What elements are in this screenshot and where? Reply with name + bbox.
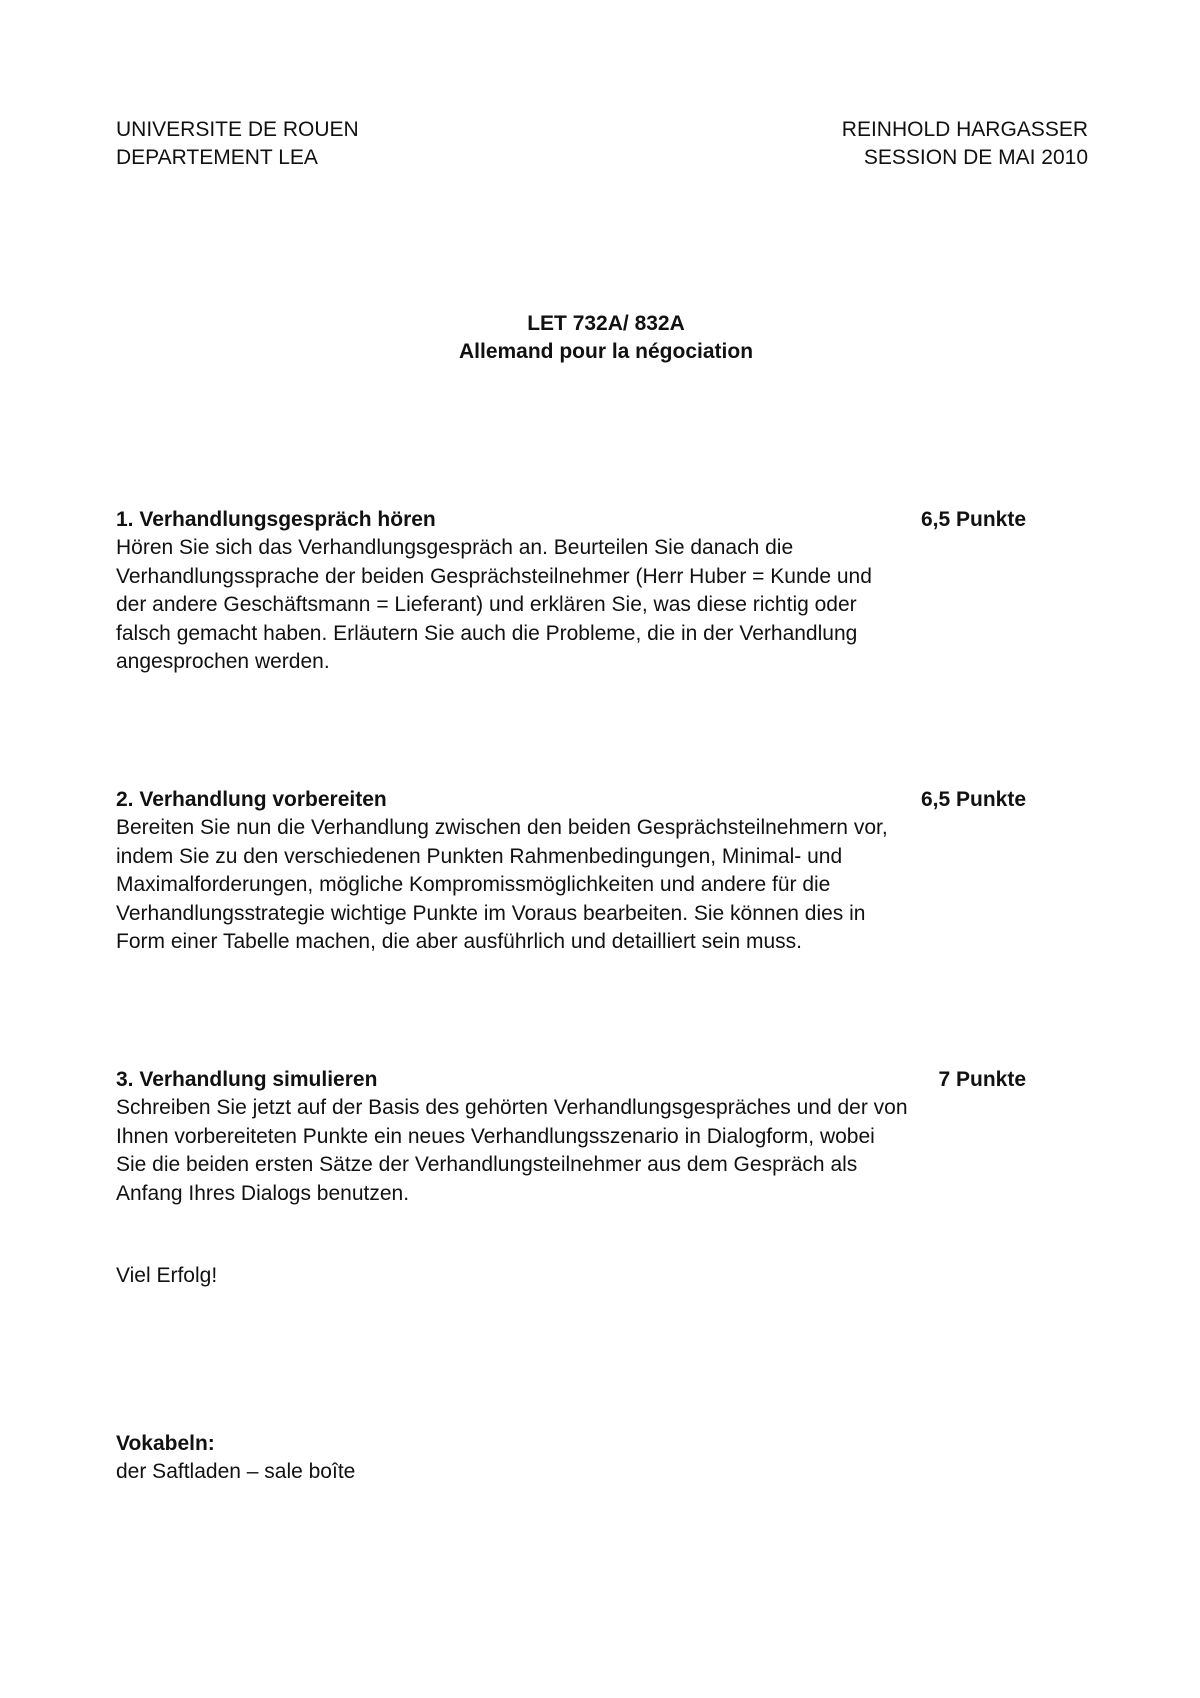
section-heading-row: [116, 506, 1026, 534]
section-heading-row: [116, 1066, 1026, 1094]
text-line: Verhandlungssprache der beiden Gesprächsteilnehmer (Herr Huber = Kunde und: [116, 564, 872, 588]
section-points: 6,5 Punkte: [920, 508, 1026, 531]
text-line: falsch gemacht haben. Erläutern Sie auch die Probleme, die in der Verhandlung: [116, 621, 858, 645]
text-line: indem Sie zu den verschiedenen Punkten Rahmenbedingungen, Minimal- und: [116, 844, 843, 868]
section-heading: 2. Verhandlung vorbereiten: [116, 788, 387, 811]
text-line: Anfang Ihres Dialogs benutzen.: [116, 1181, 410, 1205]
section-1: [116, 506, 1036, 677]
section-heading: 3. Verhandlung simulieren: [116, 1068, 378, 1091]
section-heading: 1. Verhandlungsgespräch hören: [116, 508, 436, 531]
text-line: Sie die beiden ersten Sätze der Verhandlungsteilnehmer aus dem Gespräch als: [116, 1153, 858, 1176]
header-right: [842, 116, 1088, 172]
section-points: 7 Punkte: [938, 1068, 1026, 1091]
section-3: [116, 1066, 1036, 1208]
course-name: Allemand pour la négociation: [458, 340, 754, 363]
text-line: Maximalforderungen, mögliche Kompromissmöglichkeiten und andere für die: [116, 873, 831, 896]
text-line: Schreiben Sie jetzt auf der Basis des gehörten Verhandlungsgespräches und der von: [116, 1096, 908, 1119]
text-line: Verhandlungsstrategie wichtige Punkte im Voraus bearbeiten. Sie können dies in: [116, 901, 866, 925]
author-name: REINHOLD HARGASSER: [841, 118, 1088, 141]
text-line: angesprochen werden.: [116, 650, 330, 673]
text-line: Hören Sie sich das Verhandlungsgespräch an. Beurteilen Sie danach die: [116, 536, 794, 559]
header-left: [116, 116, 359, 172]
university-name: UNIVERSITE DE ROUEN: [116, 118, 359, 141]
section-points: 6,5 Punkte: [920, 788, 1026, 811]
section-text: [116, 814, 1036, 957]
department-name: DEPARTEMENT LEA: [116, 146, 318, 169]
text-line: der andere Geschäftsmann = Lieferant) und erklären Sie, was diese richtig oder: [116, 593, 857, 616]
vocab-block: [116, 1430, 355, 1486]
closing-text: Viel Erfolg!: [116, 1264, 218, 1287]
text-line: Bereiten Sie nun die Verhandlung zwischen den beiden Gesprächsteilnehmern vor,: [116, 816, 888, 839]
text-line: Ihnen vorbereiteten Punkte ein neues Verhandlungsszenario in Dialogform, wobei: [116, 1124, 875, 1148]
document-title: [0, 310, 1200, 366]
section-text: [116, 534, 1036, 677]
section-2: [116, 786, 1036, 957]
text-line: Form einer Tabelle machen, die aber ausführlich und detailliert sein muss.: [116, 930, 802, 953]
course-code: LET 732A/ 832A: [527, 312, 685, 335]
section-heading-row: [116, 786, 1026, 814]
vocab-heading: Vokabeln:: [116, 1432, 215, 1455]
vocab-entry: der Saftladen – sale boîte: [116, 1460, 356, 1483]
section-text: [116, 1094, 1036, 1208]
session-date: SESSION DE MAI 2010: [863, 146, 1088, 169]
